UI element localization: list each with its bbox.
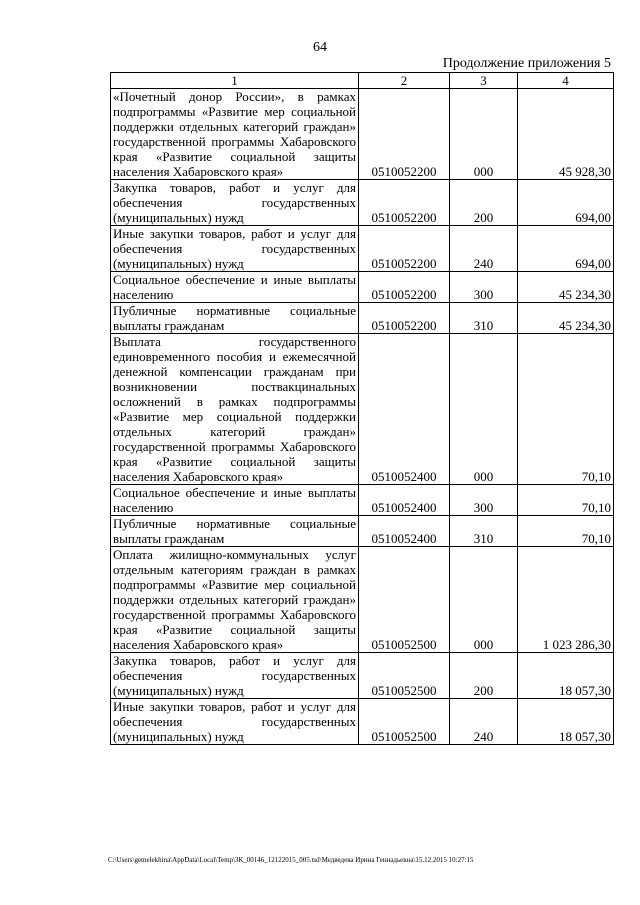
row-target-code: 0510052500: [359, 699, 450, 745]
row-description: Социальное обеспечение и иные выплаты населению: [111, 272, 359, 303]
row-description: Публичные нормативные социальные выплаты гражданам: [111, 303, 359, 334]
row-amount: 694,00: [518, 226, 614, 272]
row-amount: 45 928,30: [518, 89, 614, 180]
row-target-code: 0510052500: [359, 653, 450, 699]
row-expense-type: 300: [450, 272, 518, 303]
row-amount: 1 023 286,30: [518, 547, 614, 653]
page-number: 64: [313, 40, 327, 55]
row-amount: 694,00: [518, 180, 614, 226]
table-row: [111, 226, 614, 272]
row-target-code: 0510052200: [359, 272, 450, 303]
row-expense-type: 000: [450, 89, 518, 180]
row-target-code: 0510052200: [359, 89, 450, 180]
row-amount: 45 234,30: [518, 303, 614, 334]
row-target-code: 0510052400: [359, 516, 450, 547]
table-row: [111, 485, 614, 516]
row-amount: 70,10: [518, 334, 614, 485]
row-expense-type: 310: [450, 303, 518, 334]
row-amount: 45 234,30: [518, 272, 614, 303]
row-expense-type: 240: [450, 226, 518, 272]
footer-file-path: C:\Users\gemelekhina\AppData\Local\Temp\ЗК_00146_12122015_005.tsd\Медведева Ирина Геннадьевна\15.12.2015 10:27:15: [108, 856, 474, 864]
row-target-code: 0510052200: [359, 180, 450, 226]
budget-table: [110, 72, 614, 745]
row-target-code: 0510052400: [359, 485, 450, 516]
row-target-code: 0510052400: [359, 334, 450, 485]
column-header-1: 1: [111, 73, 359, 89]
table-row: [111, 334, 614, 485]
row-description: Выплата государственного единовременного пособия и ежемесячной денежной компенсации гражданам при возникновении поствакцинальных осложнений в рамках подпрограммы «Развитие мер социальной поддержки отдельных категорий граждан» государственной программы Хабаровского края «Развитие социальной защиты населения Хабаровского края»: [111, 334, 359, 485]
row-amount: 70,10: [518, 485, 614, 516]
continuation-label: Продолжение приложения 5: [442, 56, 611, 71]
row-expense-type: 200: [450, 653, 518, 699]
row-target-code: 0510052500: [359, 547, 450, 653]
row-expense-type: 240: [450, 699, 518, 745]
table-row: [111, 547, 614, 653]
row-target-code: 0510052200: [359, 226, 450, 272]
table-row: [111, 653, 614, 699]
table-row: [111, 303, 614, 334]
table-row: [111, 699, 614, 745]
table-row: [111, 89, 614, 180]
row-description: Закупка товаров, работ и услуг для обеспечения государственных (муниципальных) нужд: [111, 180, 359, 226]
row-description: Иные закупки товаров, работ и услуг для обеспечения государственных (муниципальных) нужд: [111, 699, 359, 745]
row-target-code: 0510052200: [359, 303, 450, 334]
table-row: [111, 272, 614, 303]
row-amount: 18 057,30: [518, 699, 614, 745]
row-expense-type: 300: [450, 485, 518, 516]
row-expense-type: 200: [450, 180, 518, 226]
row-amount: 18 057,30: [518, 653, 614, 699]
row-expense-type: 000: [450, 547, 518, 653]
column-header-3: 3: [450, 73, 518, 89]
row-description: Социальное обеспечение и иные выплаты населению: [111, 485, 359, 516]
table-row: [111, 516, 614, 547]
row-description: Публичные нормативные социальные выплаты гражданам: [111, 516, 359, 547]
table-row: [111, 180, 614, 226]
row-description: Оплата жилищно-коммунальных услуг отдельным категориям граждан в рамках подпрограммы «Развитие мер социальной поддержки отдельных категорий граждан» государственной программы Хабаровского края «Развитие социальной защиты населения Хабаровского края»: [111, 547, 359, 653]
row-description: Закупка товаров, работ и услуг для обеспечения государственных (муниципальных) нужд: [111, 653, 359, 699]
row-description: Иные закупки товаров, работ и услуг для обеспечения государственных (муниципальных) нужд: [111, 226, 359, 272]
row-expense-type: 310: [450, 516, 518, 547]
table-header-row: [111, 73, 614, 89]
row-expense-type: 000: [450, 334, 518, 485]
column-header-2: 2: [359, 73, 450, 89]
row-description: «Почетный донор России», в рамках подпрограммы «Развитие мер социальной поддержки отдельных категорий граждан» государственной программы Хабаровского края «Развитие социальной защиты населения Хабаровского края»: [111, 89, 359, 180]
column-header-4: 4: [518, 73, 614, 89]
row-amount: 70,10: [518, 516, 614, 547]
